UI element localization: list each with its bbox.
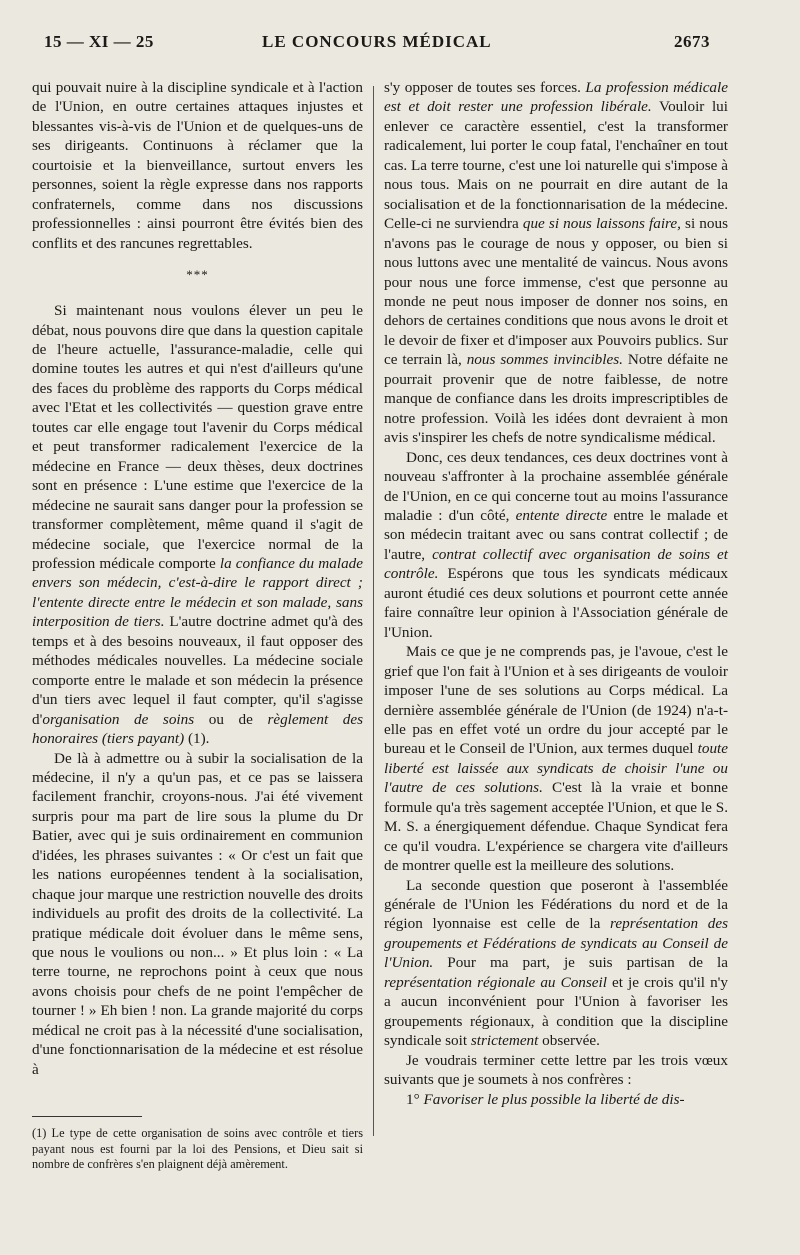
footnote — [32, 1126, 363, 1173]
footnote-reference: (1). — [184, 730, 210, 748]
running-header — [0, 32, 800, 60]
left-column — [32, 78, 363, 1079]
left-paragraph-2: Si maintenant nous voulons élever un peu le débat, nous pouvons dire que dans la question capitale de l'heure actuelle, l'assurance-maladie, celle qui domine toutes les autres et qui n'est d'ailleurs qu'une des faces du problème des rapports du Corps médical avec l'Etat et les collectivités — question grave entre toutes car elle engage tout l'avenir du Corps médical et peut transformer radicalement l'exercice de la médecine en France — deux thèses, deux doctrines sont en présence : L'une estime que l'exercice de la médecine ne saurait sans danger pour la profession se transformer complètement, même quand il s'agit de médecine sociale, que l'exercice normal de la profession médicale comporte la confiance du malade envers son médecin, c'est-à-dire le rapport direct ; l'entente directe entre le médecin et son malade, sans interposition de tiers. L'autre doctrine admet qu'à des temps et à des besoins nouveaux, il faut opposer des méthodes médicales nouvelles. La médecine sociale comporte entre le malade et son médecin la présence d'un tiers avec lequel il faut compter, qu'il s'agisse d'organisation de soins ou de règlement des honoraires (tiers payant) (1). — [32, 302, 363, 748]
right-paragraph-4: La seconde question que poseront à l'assemblée générale de l'Union les Fédérations du nord et de la région lyonnaise est celle de la représentation des groupements et Fédérations de syndicats au Conseil de l'Union. Pour ma part, je suis partisan de la représentation régionale au Conseil et je crois qu'il n'y a aucun inconvénient pour l'Union à favoriser les groupements régionaux, à condition que la discipline syndicale soit strictement observée. — [384, 876, 728, 1050]
right-paragraph-6: 1° Favoriser le plus possible la liberté de dis- — [406, 1090, 685, 1108]
header-date: 15 — XI — 25 — [44, 32, 154, 51]
footnote-text: (1) Le type de cette organisation de soins avec contrôle et tiers payant nous est fourni par la loi des Pensions, et Dieu sait si nombre de confrères s'en plaignent déjà amèrement. — [32, 1126, 363, 1172]
right-paragraph-3: Mais ce que je ne comprends pas, je l'avoue, c'est le grief que l'on fait à l'Union et à ses dirigeants de vouloir imposer l'une de ses solutions au Corps médical. La dernière assemblée générale de l'Union (de 1924) n'a-t-elle pas en effet voté un ordre du jour accepté par le bureau et le Conseil de l'Union, aux termes duquel toute liberté est laissée aux syndicats de choisir l'une ou l'autre de ces solutions. C'est là la vraie et bonne formule qu'a très sagement acceptée l'Union, et que le S. M. S. a énergiquement défendue. Chaque Syndicat fera ce qu'il voudra. L'expérience se chargera vite d'ailleurs de montrer quelle est la meilleure des solutions. — [384, 643, 729, 875]
right-paragraph-1: s'y opposer de toutes ses forces. La profession médicale est et doit rester une profession libérale. Vouloir lui enlever ce caractère essentiel, c'est la transformer radicalement, lui porter le coup fatal, l'enchaîner en tout cas. La terre tourne, c'est une loi naturelle qui s'impose à nous tous. Mais on ne pourrait en dire autant de la socialisation et de la fonctionnarisation de la médecine. Celle-ci ne surviendra que si nous laissons faire, si nous n'avons pas le courage de nous y opposer, ou bien si nous luttons avec une mentalité de vaincus. Nous avons pour nous une force immense, c'est que personne au monde ne peut nous imposer de donner nos soins, en dehors de certaines conditions que nous avons le droit et le devoir de fixer et d'imposer aux Pouvoirs publics. Sur ce terrain là, nous sommes invincibles. Notre défaite ne pourrait provenir que de notre faiblesse, de notre manque de confiance dans les droits imprescriptibles de notre profession. Voilà les idées dont devraient à mon avis s'inspirer les chefs de notre syndicalisme médical. — [384, 79, 728, 447]
right-paragraph-5: Je voudrais terminer cette lettre par les trois vœux suivants que je soumets à nos confrères : — [384, 1051, 728, 1089]
left-paragraph-1: qui pouvait nuire à la discipline syndicale et à l'action de l'Union, en outre certaines attaques injustes et blessantes vis-à-vis de l'Union et de quelques-uns de ses dirigeants. Continuons à réclamer que la courtoisie et la bienveillance, surtout envers les personnes, soient la règle expresse dans nos rapports confraternels, comme dans nos discussions professionnelles : ainsi pourront être évités bien des conflits et des rancunes regrettables. — [32, 79, 363, 252]
section-separator-asterism: *** — [186, 267, 209, 283]
header-journal-title: LE CONCOURS MÉDICAL — [262, 32, 492, 51]
left-paragraph-3: De là à admettre ou à subir la socialisation de la médecine, il n'y a qu'un pas, et ce pas se laissera facilement franchir, croyons-nous. J'ai été vivement surpris pour ma part de lire sous la plume du Dr Batier, avec qui je suis ordinairement en communion d'idées, les phrases suivantes : « Or c'est un fait que les nations européennes tendent à la socialisation, chaque jour marque une restriction nouvelle des droits individuels au profit des droits de la collectivité. La pratique médicale doit évoluer dans le même sens, que nous le voulions ou non... » Et plus loin : « La terre tourne, ne reprochons point à ceux que nous avons choisis pour chefs de ne point l'empêcher de tourner ! » Eh bien ! non. La grande majorité du corps médical ne croit pas à la nécessité d'une socialisation, d'une fonctionnarisation de la médecine et est résolue à — [32, 749, 363, 1078]
right-column — [384, 78, 728, 1109]
header-page-number: 2673 — [674, 32, 710, 51]
right-paragraph-2: Donc, ces deux tendances, ces deux doctrines vont à nouveau s'affronter à la prochaine assemblée générale de l'Union, en ce qui concerne tout au moins l'assurance maladie : d'un côté, entente directe entre le malade et son médecin traitant avec ou sans contrat collectif ; de l'autre, contrat collectif avec organisation de soins et contrôle. Espérons que tous les syndicats médicaux auront étudié ces deux solutions et pourront cette année faire connaître leur opinion à l'Association générale de l'Union. — [384, 448, 728, 641]
column-divider — [373, 86, 374, 1136]
footnote-rule — [32, 1116, 142, 1117]
